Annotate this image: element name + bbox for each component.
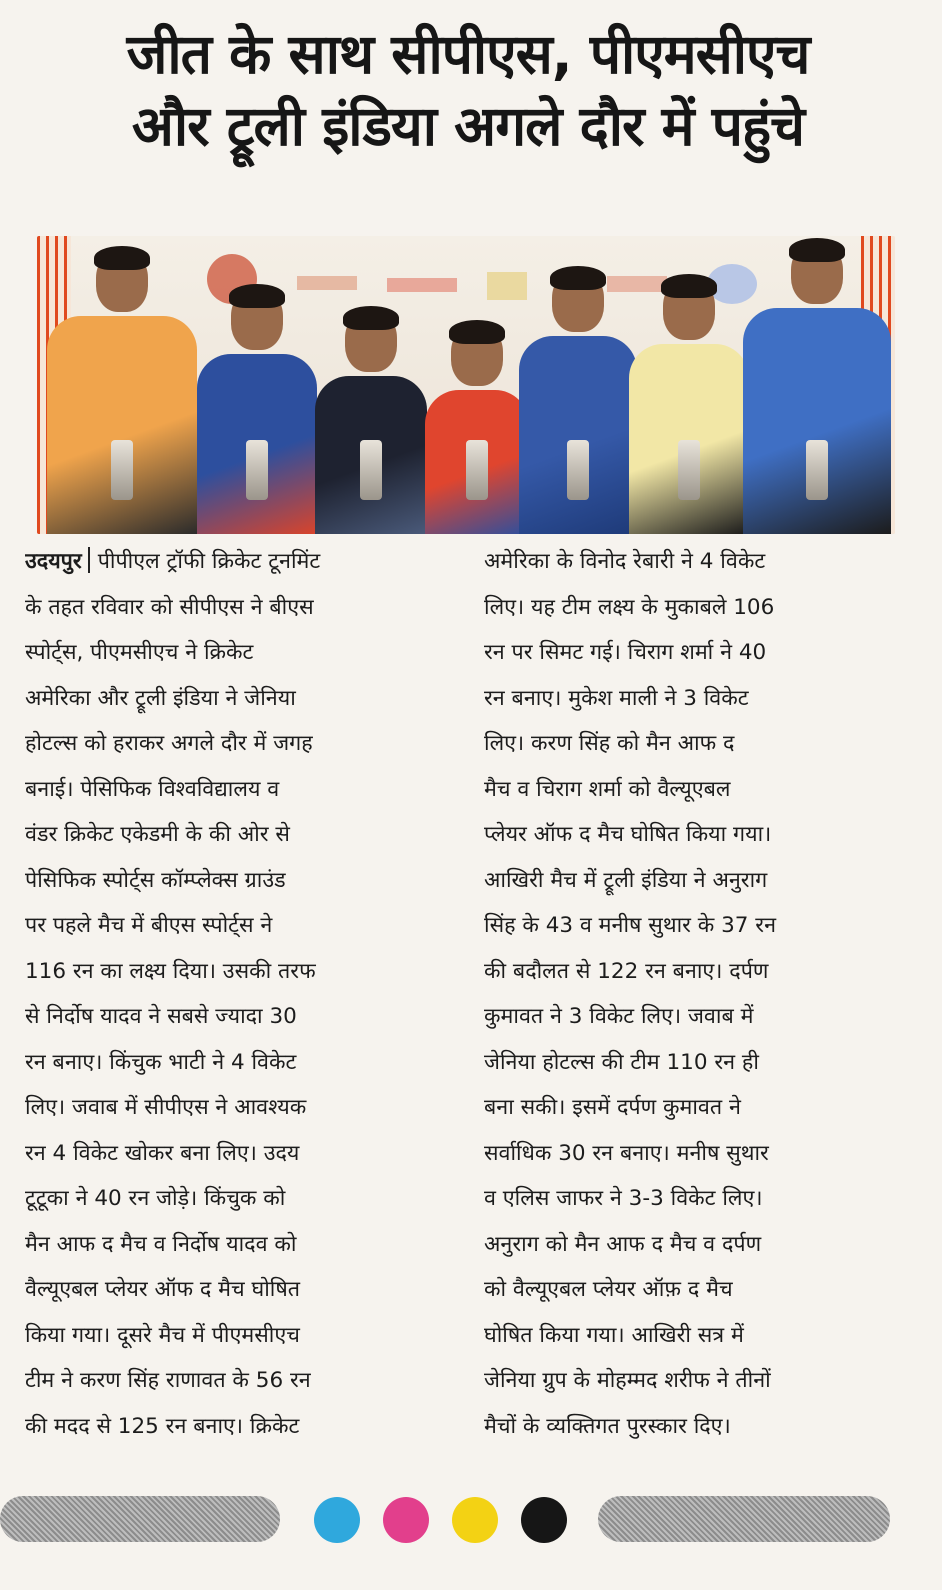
headline-line-2: और ट्रूली इंडिया अगले दौर में पहुंचे [131,94,805,158]
article-line: कुमावत ने 3 विकेट लिए। जवाब में [484,1004,754,1029]
article-line: होटल्स को हराकर अगले दौर में जगह [25,731,313,756]
headline-line-1: जीत के साथ सीपीएस, पीएमसीएच [126,22,810,86]
article-line: वैल्यूएबल प्लेयर ऑफ द मैच घोषित [25,1277,301,1302]
print-color-dot [383,1497,429,1543]
player-figure [197,236,317,534]
article-line: स्पोर्ट्स, पीएमसीएच ने क्रिकेट [25,640,254,665]
article-line: व एलिस जाफर ने 3-3 विकेट लिए। [484,1186,763,1211]
article-line: टूटूका ने 40 रन जोड़े। किंचुक को [25,1186,286,1211]
article-line: रन बनाए। मुकेश माली ने 3 विकेट [484,685,749,711]
headline [28,18,908,162]
trophy-icon [806,440,828,500]
article-line: रन बनाए। किंचुक भाटी ने 4 विकेट [25,1049,297,1075]
article-line: लिए। करण सिंह को मैन आफ द [484,731,735,756]
team-trophy-photo [37,236,895,534]
player-figure [47,236,197,534]
dateline: उदयपुर [25,549,82,574]
article-line: रन पर सिमट गई। चिराग शर्मा ने 40 [484,640,767,665]
article-column-right [484,539,907,1449]
player-jersey [629,344,749,534]
trophy-icon [466,440,488,500]
article-line: पेसिफिक स्पोर्ट्स कॉम्प्लेक्स ग्राउंड [25,867,286,893]
article-line: पर पहले मैच में बीएस स्पोर्ट्स ने [25,913,273,938]
article-line: सिंह के 43 व मनीष सुथार के 37 रन [484,913,777,938]
trophy-icon [567,440,589,500]
player-hair [449,320,505,344]
print-registration-bar-left [0,1496,280,1542]
article-line: रन 4 विकेट खोकर बना लिए। उदय [25,1140,300,1166]
article-line: सर्वाधिक 30 रन बनाए। मनीष सुथार [484,1140,769,1166]
article-line: के तहत रविवार को सीपीएस ने बीएस [25,594,314,620]
player-hair [661,274,717,298]
article-line-text: पीपीएल ट्रॉफी क्रिकेट टूनमिंट [97,549,321,574]
player-hair [789,238,845,262]
article-line: प्लेयर ऑफ द मैच घोषित किया गया। [484,822,772,847]
player-figure [315,236,427,534]
article-line: मैन आफ द मैच व निर्दोष यादव को [25,1231,297,1257]
player-hair [550,266,606,290]
trophy-icon [246,440,268,500]
player-figure [743,236,891,534]
player-figure [629,236,749,534]
article-column-left [25,539,448,1449]
article-line: लिए। जवाब में सीपीएस ने आवश्यक [25,1095,307,1120]
player-figure [425,236,529,534]
player-jersey [47,316,197,534]
print-color-dot [452,1497,498,1543]
print-registration-bar-right [598,1496,890,1542]
player-hair [343,306,399,330]
article-line: जेनिया होटल्स की टीम 110 रन ही [484,1049,759,1075]
print-color-dot [521,1497,567,1543]
player-hair [94,246,150,270]
trophy-icon [111,440,133,500]
player-hair [229,284,285,308]
trophy-icon [678,440,700,500]
article-line: आखिरी मैच में ट्रूली इंडिया ने अनुराग [484,867,768,893]
article-line: अमेरिका और ट्रूली इंडिया ने जेनिया [25,685,296,711]
article-line: घोषित किया गया। आखिरी सत्र में [484,1322,744,1348]
article-line: अनुराग को मैन आफ द मैच व दर्पण [484,1231,762,1257]
article-line: मैच व चिराग शर्मा को वैल्यूएबल [484,776,731,802]
article-line: बना सकी। इसमें दर्पण कुमावत ने [484,1095,741,1120]
article-line: वंडर क्रिकेट एकेडमी के की ओर से [25,822,290,847]
trophy-icon [360,440,382,500]
article-line: जेनिया ग्रुप के मोहम्मद शरीफ ने तीनों [484,1368,771,1393]
print-color-dot [314,1497,360,1543]
player-jersey [519,336,637,534]
player-figure [519,236,637,534]
article-line [25,539,448,585]
article-line: से निर्दोष यादव ने सबसे ज्यादा 30 [25,1004,297,1029]
article-line: लिए। यह टीम लक्ष्य के मुकाबले 106 [484,594,775,620]
article-line: को वैल्यूएबल प्लेयर ऑफ़ द मैच [484,1277,733,1302]
article-line: 116 रन का लक्ष्य दिया। उसकी तरफ [25,958,316,984]
article-line: टीम ने करण सिंह राणावत के 56 रन [25,1368,311,1393]
article-line: अमेरिका के विनोद रेबारी ने 4 विकेट [484,549,766,574]
article-line: की बदौलत से 122 रन बनाए। दर्पण [484,958,769,984]
article-line: मैचों के व्यक्तिगत पुरस्कार दिए। [484,1413,731,1439]
article-line: बनाई। पेसिफिक विश्वविद्यालय व [25,776,280,802]
player-jersey [743,308,891,534]
dateline-separator [88,547,90,573]
article-line: की मदद से 125 रन बनाए। क्रिकेट [25,1413,300,1439]
article-line: किया गया। दूसरे मैच में पीएमसीएच [25,1322,300,1348]
